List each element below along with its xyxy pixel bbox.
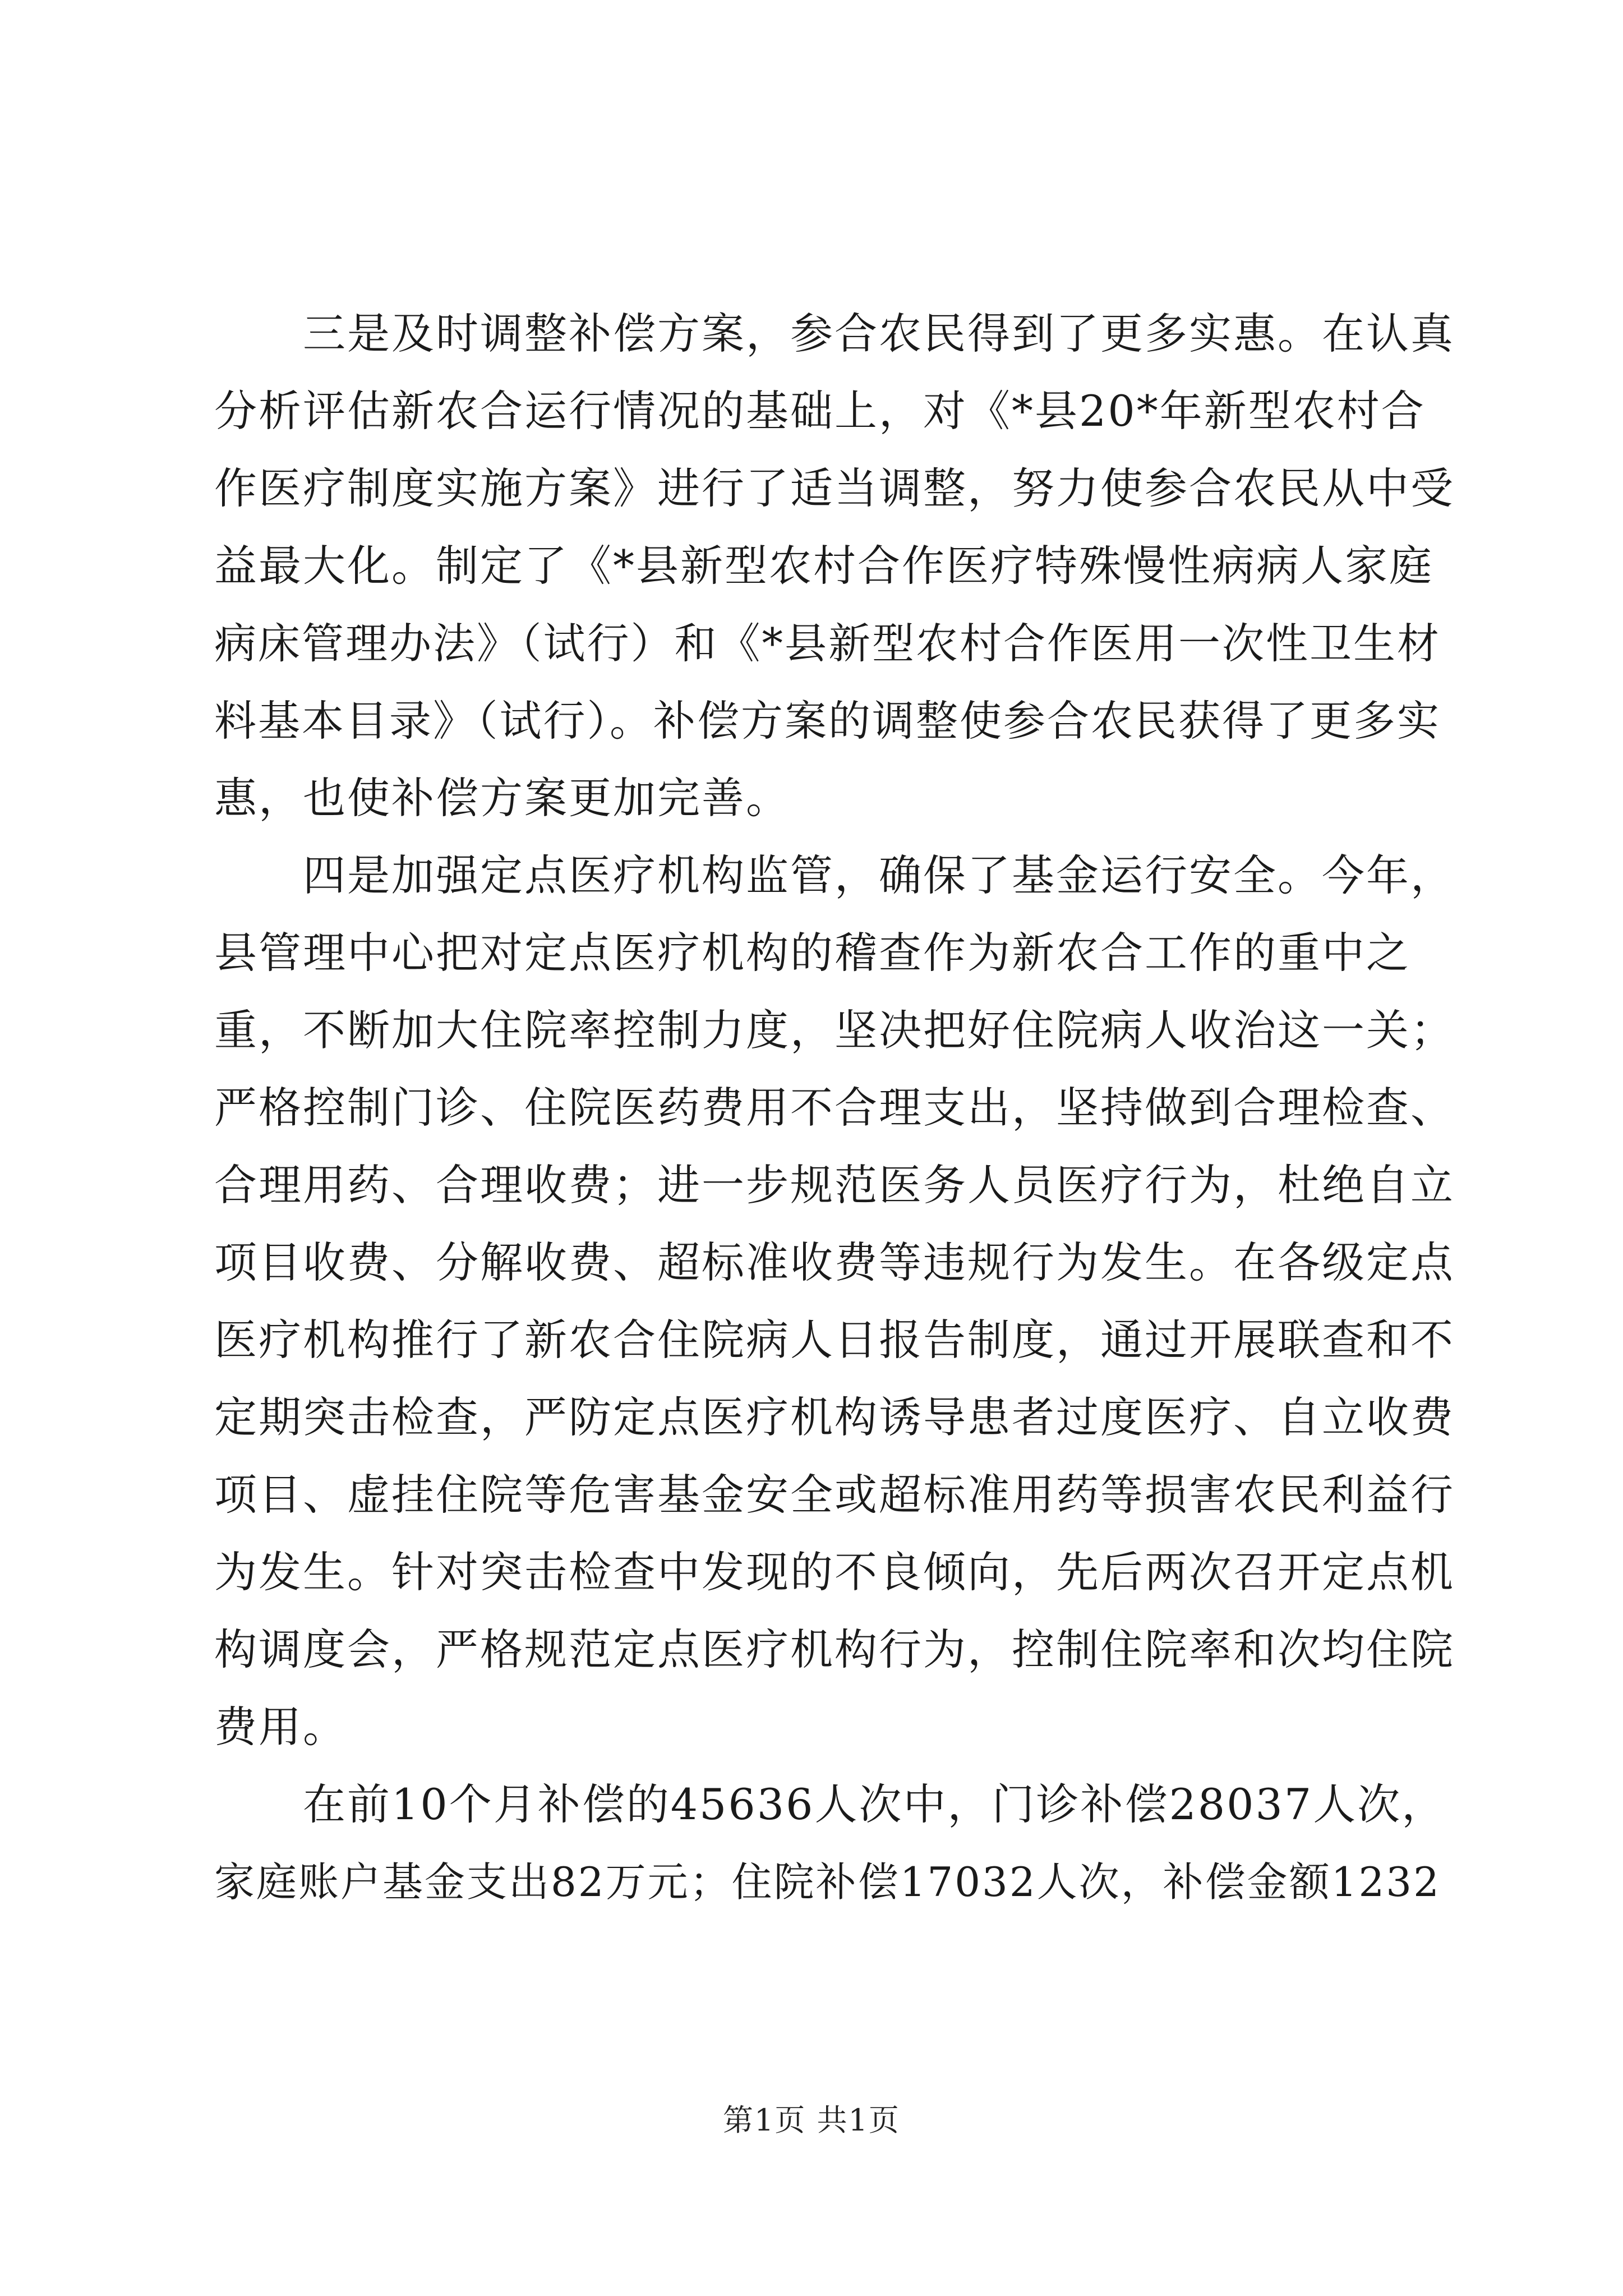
text-line: 县管理中心把对定点医疗机构的稽查作为新农合工作的重中之 xyxy=(214,928,1410,978)
text-line: 益最大化。制定了《*县新型农村合作医疗特殊慢性病病人家庭 xyxy=(214,541,1433,591)
text-line: 料基本目录》（试行）。补偿方案的调整使参合农民获得了更多实 xyxy=(214,696,1441,746)
text-line: 分析评估新农合运行情况的基础上，对《*县20*年新型农村合 xyxy=(214,386,1426,436)
text-line: 四是加强定点医疗机构监管，确保了基金运行安全。今年， xyxy=(303,850,1455,900)
text-line: 惠，也使补偿方案更加完善。 xyxy=(214,773,790,823)
page-footer: 第1页 共1页 xyxy=(723,2102,900,2138)
text-line: 构调度会，严格规范定点医疗机构行为，控制住院率和次均住院 xyxy=(214,1625,1455,1674)
text-line: 在前10个月补偿的45636人次中，门诊补偿28037人次， xyxy=(303,1779,1446,1829)
text-line: 医疗机构推行了新农合住院病人日报告制度，通过开展联查和不 xyxy=(214,1315,1455,1365)
text-line: 重，不断加大住院率控制力度，坚决把好住院病人收治这一关； xyxy=(214,1005,1455,1055)
text-line: 项目、虚挂住院等危害基金安全或超标准用药等损害农民利益行 xyxy=(214,1470,1455,1520)
text-line: 家庭账户基金支出82万元；住院补偿17032人次，补偿金额1232 xyxy=(214,1858,1441,1906)
text-line: 三是及时调整补偿方案，参合农民得到了更多实惠。在认真 xyxy=(303,309,1455,358)
text-line: 作医疗制度实施方案》进行了适当调整，努力使参合农民从中受 xyxy=(214,463,1455,513)
text-line: 为发生。针对突击检查中发现的不良倾向，先后两次召开定点机 xyxy=(214,1547,1455,1597)
text-line: 定期突击检查，严防定点医疗机构诱导患者过度医疗、自立收费 xyxy=(214,1392,1455,1442)
text-line: 严格控制门诊、住院医药费用不合理支出，坚持做到合理检查、 xyxy=(214,1083,1455,1133)
text-line: 合理用药、合理收费；进一步规范医务人员医疗行为，杜绝自立 xyxy=(214,1160,1455,1210)
text-line: 费用。 xyxy=(214,1702,347,1752)
text-line: 项目收费、分解收费、超标准收费等违规行为发生。在各级定点 xyxy=(214,1237,1455,1287)
text-line: 病床管理办法》（试行）和《*县新型农村合作医用一次性卫生材 xyxy=(214,619,1441,668)
